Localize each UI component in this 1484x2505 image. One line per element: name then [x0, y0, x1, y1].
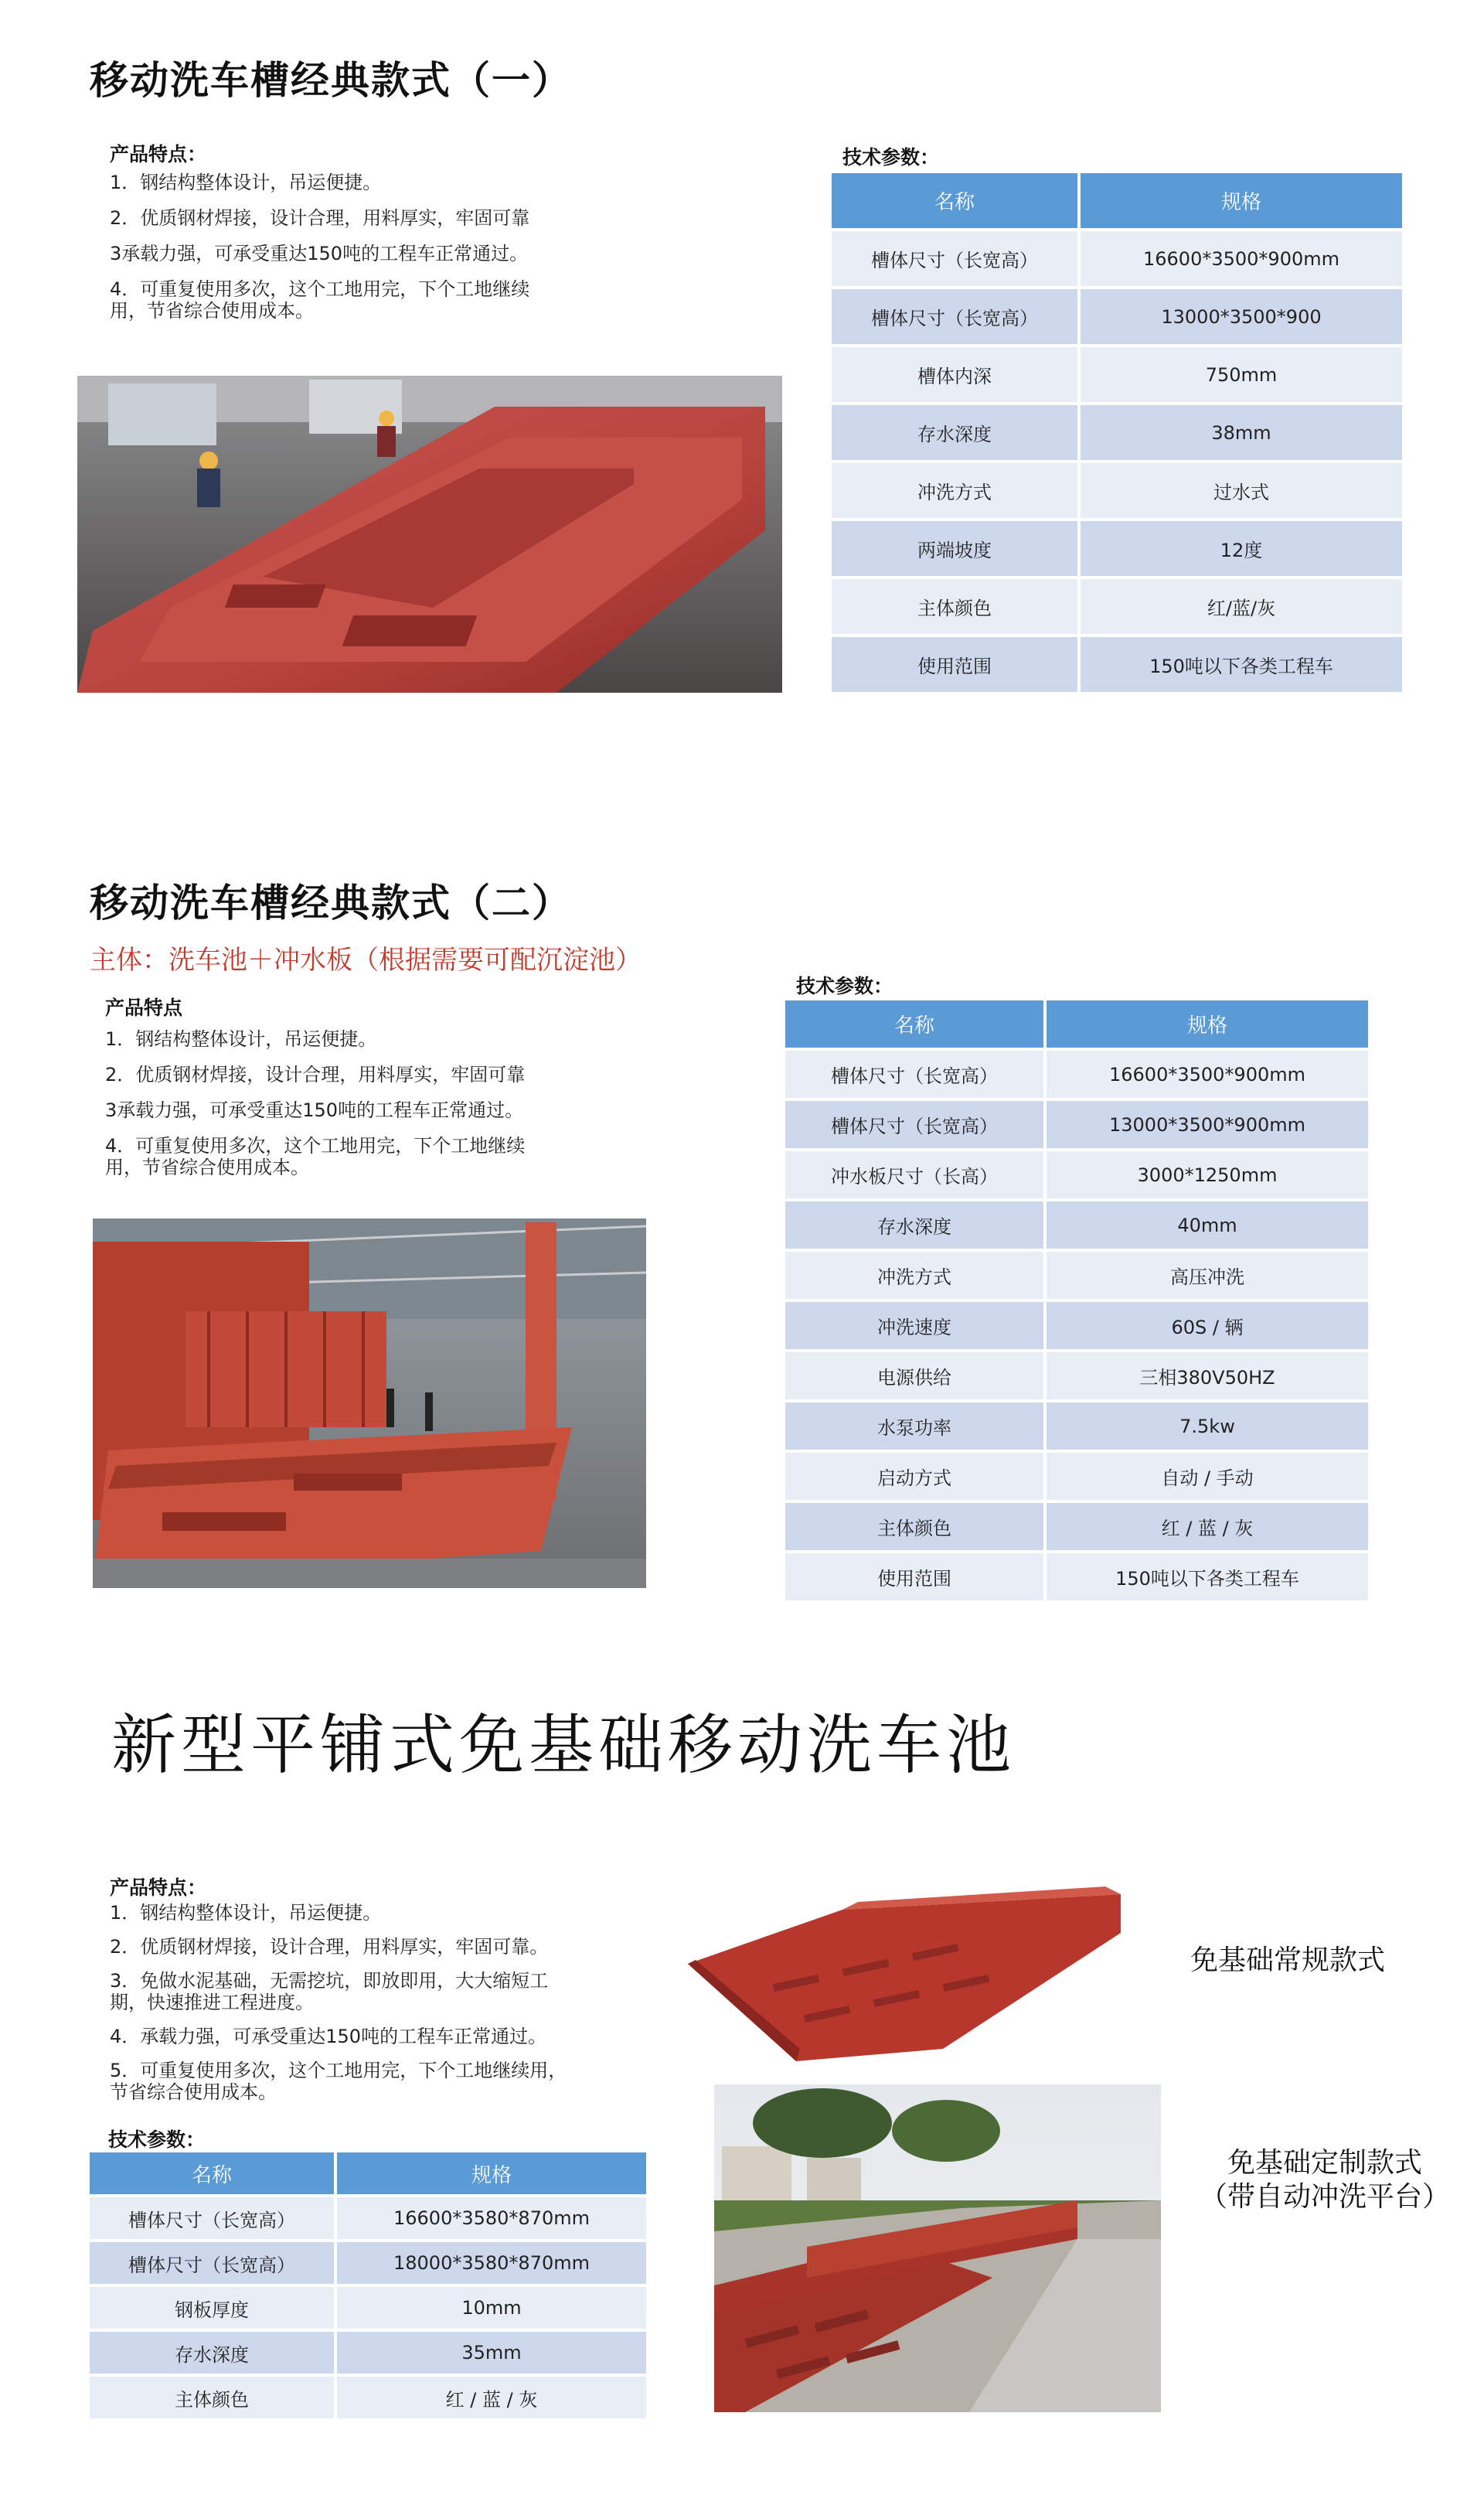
param-name: 两端坡度: [832, 521, 1077, 576]
param-name: 槽体尺寸（长宽高）: [90, 2197, 334, 2239]
param-value: 13000*3500*900mm: [1047, 1101, 1368, 1148]
feature-item: 3．免做水泥基础，无需挖坑，即放即用，大大缩短工期，快速推进工程进度。: [110, 1970, 549, 2013]
param-value: 60S / 辆: [1047, 1302, 1368, 1349]
param-name: 冲洗方式: [832, 463, 1077, 518]
table-row: [785, 1453, 1368, 1500]
custom-caption-line2: （带自动冲洗平台）: [1200, 2181, 1451, 2213]
param-value: 7.5kw: [1047, 1402, 1368, 1450]
param-value: 38mm: [1081, 405, 1402, 460]
section2-spec-table: [782, 997, 1371, 1604]
table-row: [90, 2197, 646, 2239]
section3-features-label: 产品特点：: [110, 1876, 207, 1899]
param-value: 35mm: [337, 2332, 646, 2374]
feature-item: 2．优质钢材焊接，设计合理，用料厚实，牢固可靠: [110, 207, 530, 229]
param-name: 冲水板尺寸（长高）: [785, 1151, 1043, 1198]
feature-item: 4．承载力强，可承受重达150吨的工程车正常通过。: [110, 2026, 547, 2047]
table-header-spec: 规格: [1047, 1000, 1368, 1048]
param-name: 存水深度: [90, 2332, 334, 2374]
section2-features-list: [105, 1028, 538, 1178]
table-row: [832, 289, 1402, 344]
section3-title: 新型平铺式免基础移动洗车池: [111, 1707, 1016, 1783]
feature-item: 2．优质钢材焊接，设计合理，用料厚实，牢固可靠: [105, 1064, 526, 1086]
param-name: 槽体尺寸（长宽高）: [90, 2242, 334, 2284]
table-row: [832, 347, 1402, 402]
table-row: [832, 405, 1402, 460]
feature-item: 1．钢结构整体设计，吊运便捷。: [110, 1902, 382, 1924]
feature-item: 2．优质钢材焊接，设计合理，用料厚实，牢固可靠。: [110, 1936, 549, 1958]
feature-item: 4．可重复使用多次，这个工地用完，下个工地继续用，节省综合使用成本。: [105, 1135, 526, 1178]
table-header-name: 名称: [90, 2152, 334, 2194]
section3-spec-table: [87, 2149, 649, 2422]
param-value: 3000*1250mm: [1047, 1151, 1368, 1198]
param-value: 750mm: [1081, 347, 1402, 402]
param-name: 冲洗速度: [785, 1302, 1043, 1349]
section3-params-label: 技术参数：: [108, 2128, 206, 2151]
param-name: 使用范围: [785, 1553, 1043, 1600]
table-row: [785, 1402, 1368, 1450]
param-name: 存水深度: [785, 1201, 1043, 1249]
custom-model-photo: [714, 2084, 1161, 2412]
table-row: [90, 2242, 646, 2284]
standard-model-render: [688, 1886, 1128, 2061]
table-row: [832, 637, 1402, 692]
param-name: 水泵功率: [785, 1402, 1043, 1450]
param-value: 12度: [1081, 521, 1402, 576]
feature-item: 1．钢结构整体设计，吊运便捷。: [105, 1028, 377, 1050]
section2-workshop-photo: [93, 1218, 646, 1588]
table-row: [785, 1101, 1368, 1148]
table-row: [785, 1201, 1368, 1249]
table-row: [832, 231, 1402, 286]
param-value: 16600*3500*900mm: [1081, 231, 1402, 286]
section2-title: 移动洗车槽经典款式（二）: [90, 881, 572, 925]
table-row: [832, 579, 1402, 634]
param-name: 主体颜色: [832, 579, 1077, 634]
param-value: 150吨以下各类工程车: [1081, 637, 1402, 692]
feature-item: 1．钢结构整体设计，吊运便捷。: [110, 172, 382, 193]
param-name: 主体颜色: [785, 1503, 1043, 1550]
table-row: [785, 1553, 1368, 1600]
param-value: 三相380V50HZ: [1047, 1352, 1368, 1399]
section2-features-label: 产品特点: [105, 997, 183, 1019]
param-name: 槽体尺寸（长宽高）: [785, 1101, 1043, 1148]
feature-item: 5．可重复使用多次，这个工地用完，下个工地继续用，节省综合使用成本。: [110, 2060, 567, 2103]
section2-subtitle: 主体：洗车池＋冲水板（根据需要可配沉淀池）: [90, 945, 642, 976]
custom-model-caption: [1200, 2146, 1450, 2214]
feature-item: 4．可重复使用多次，这个工地用完，下个工地继续用，节省综合使用成本。: [110, 278, 530, 322]
section1-features-label: 产品特点：: [110, 143, 207, 165]
custom-caption-line1: 免基础定制款式: [1227, 2147, 1423, 2179]
table-row: [832, 463, 1402, 518]
param-name: 槽体内深: [832, 347, 1077, 402]
param-value: 10mm: [337, 2287, 646, 2329]
param-value: 红/蓝/灰: [1081, 579, 1402, 634]
table-row: [90, 2287, 646, 2329]
param-value: 16600*3580*870mm: [337, 2197, 646, 2239]
section1-title: 移动洗车槽经典款式（一）: [90, 58, 572, 103]
table-header-name: 名称: [785, 1000, 1043, 1048]
param-name: 使用范围: [832, 637, 1077, 692]
param-name: 主体颜色: [90, 2377, 334, 2418]
param-value: 自动 / 手动: [1047, 1453, 1368, 1500]
table-row: [785, 1151, 1368, 1198]
table-row: [785, 1352, 1368, 1399]
table-row: [785, 1503, 1368, 1550]
param-name: 钢板厚度: [90, 2287, 334, 2329]
param-value: 16600*3500*900mm: [1047, 1051, 1368, 1098]
feature-item: 3承载力强，可承受重达150吨的工程车正常通过。: [110, 243, 529, 264]
section1-features-list: [110, 172, 543, 322]
standard-model-caption: 免基础常规款式: [1190, 1944, 1386, 1976]
param-name: 槽体尺寸（长宽高）: [832, 289, 1077, 344]
section1-factory-photo: [77, 376, 782, 693]
section1-params-label: 技术参数：: [842, 146, 940, 169]
param-value: 40mm: [1047, 1201, 1368, 1249]
param-value: 高压冲洗: [1047, 1252, 1368, 1299]
table-header-name: 名称: [832, 173, 1077, 228]
param-value: 18000*3580*870mm: [337, 2242, 646, 2284]
section3-features-list: [110, 1902, 574, 2103]
table-row: [90, 2377, 646, 2418]
param-value: 150吨以下各类工程车: [1047, 1553, 1368, 1600]
param-name: 存水深度: [832, 405, 1077, 460]
param-name: 冲洗方式: [785, 1252, 1043, 1299]
table-header-spec: 规格: [337, 2152, 646, 2194]
param-value: 过水式: [1081, 463, 1402, 518]
param-name: 电源供给: [785, 1352, 1043, 1399]
feature-item: 3承载力强，可承受重达150吨的工程车正常通过。: [105, 1099, 524, 1121]
table-row: [90, 2332, 646, 2374]
param-value: 红 / 蓝 / 灰: [1047, 1503, 1368, 1550]
param-value: 红 / 蓝 / 灰: [337, 2377, 646, 2418]
table-row: [832, 521, 1402, 576]
table-header-spec: 规格: [1081, 173, 1402, 228]
section1-spec-table: [829, 170, 1405, 695]
param-name: 槽体尺寸（长宽高）: [785, 1051, 1043, 1098]
param-value: 13000*3500*900: [1081, 289, 1402, 344]
section2-params-label: 技术参数：: [796, 975, 893, 997]
param-name: 启动方式: [785, 1453, 1043, 1500]
param-name: 槽体尺寸（长宽高）: [832, 231, 1077, 286]
table-row: [785, 1302, 1368, 1349]
table-row: [785, 1051, 1368, 1098]
table-row: [785, 1252, 1368, 1299]
